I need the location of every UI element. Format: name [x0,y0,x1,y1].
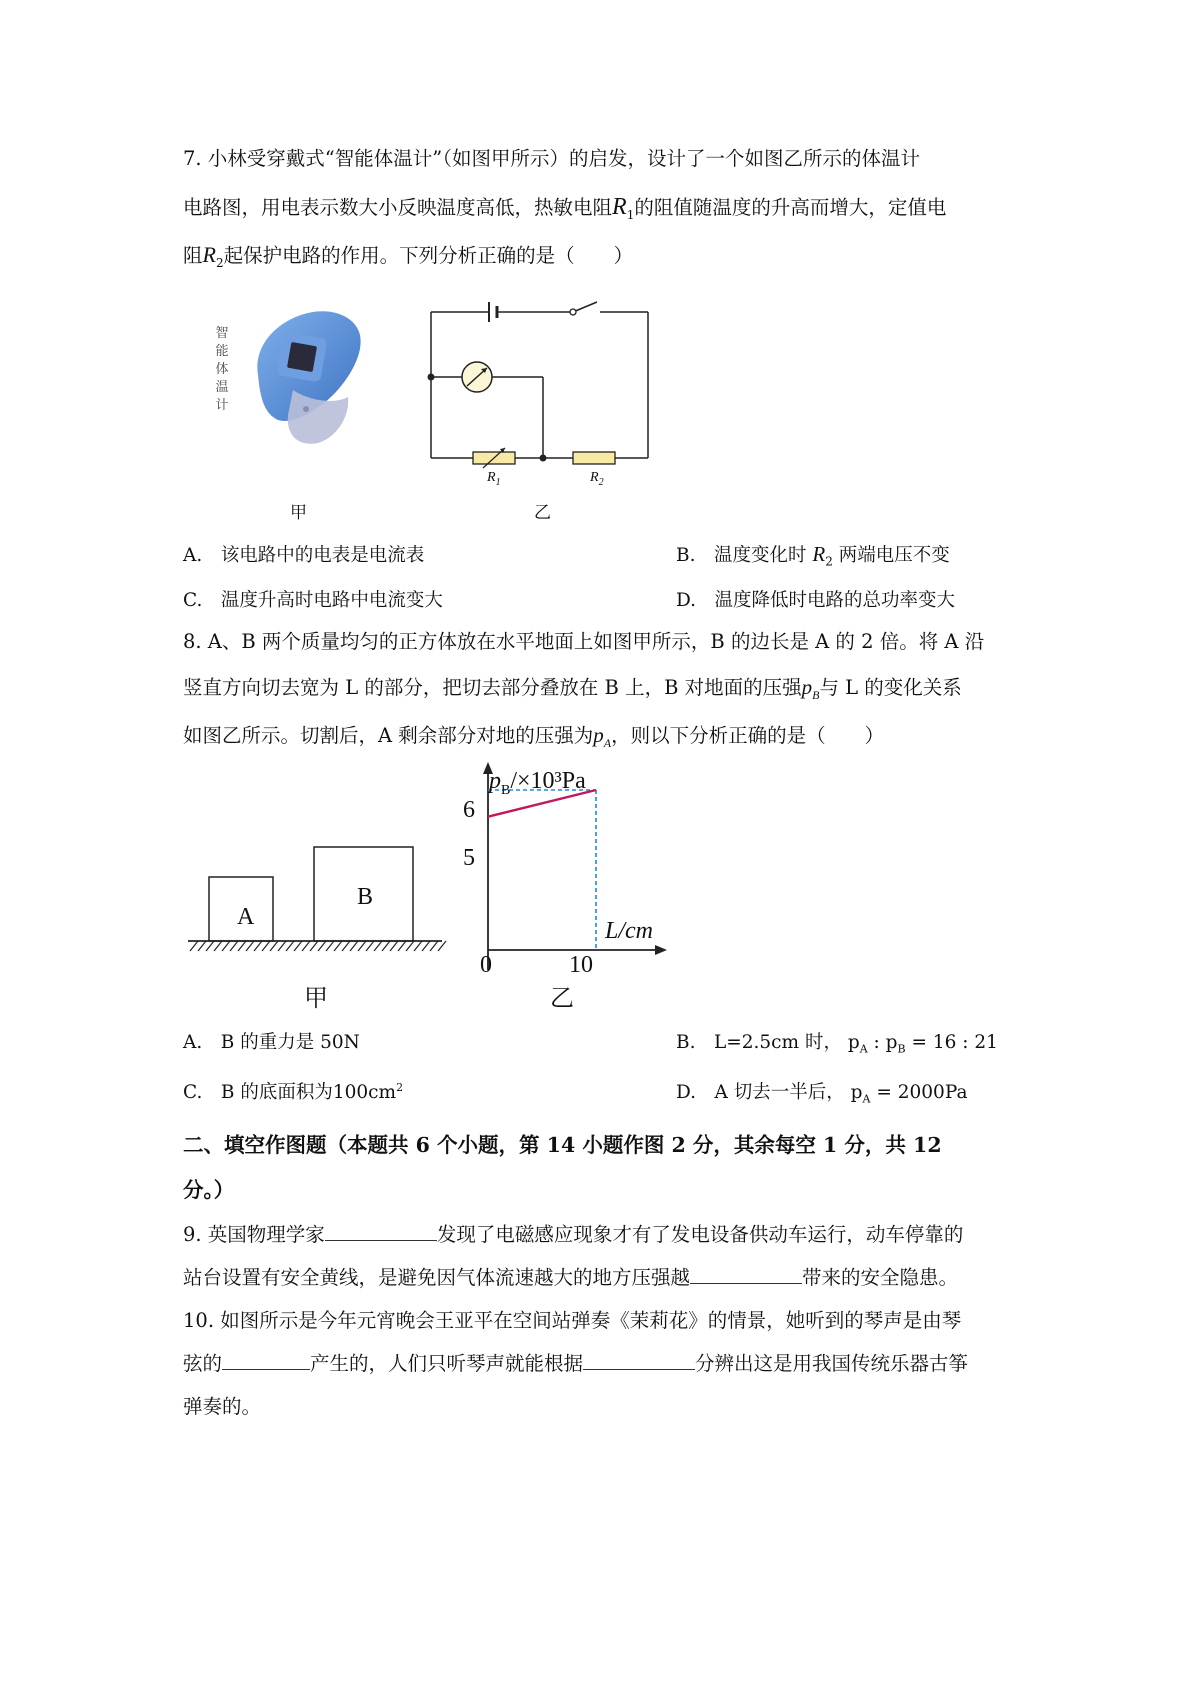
ground-hatch-line [214,941,222,951]
q8-line-3: 如图乙所示。切割后，A 剩余部分对地的压强为$p_A$，则以下分析正确的是（ ） [183,723,885,750]
ground-hatch-line [350,941,358,951]
q9-line-1: 9. 英国物理学家 发现了电磁感应现象才有了发电设备供动车运行，动车停靠的 [183,1223,964,1246]
q10-line-3: 弹奏的。 [183,1395,262,1418]
fig-yi-label-q7: 乙 [534,503,551,523]
ground-hatch-line [302,941,310,951]
q8-option-c[interactable]: C. B 的底面积为$100cm^2$ [183,1080,404,1103]
q7-option-b[interactable]: B. 温度变化时 $R_2$ 两端电压不变 [676,542,950,569]
ground-hatch-line [326,941,334,951]
ground-hatch-line [366,941,374,951]
x-axis-arrow [655,945,667,955]
ground-hatch-line [254,941,262,951]
q7-line-2-text-a: 电路图，用电表示数大小反映温度高低，热敏电阻 [183,196,613,219]
chart-origin-label: 0 [480,952,492,978]
q7-line-3-text-a: 阻 [183,244,203,267]
q7-line-1: 7. 小林受穿戴式“智能体温计”（如图甲所示）的启发，设计了一个如图乙所示的体温计 [183,147,920,170]
ground-hatch-line [390,941,398,951]
section-2-heading-line-2: 分。） [183,1178,235,1202]
r2-subscript: 2 [215,255,224,270]
ground-hatch-line [342,941,350,951]
ground-hatch-line [262,941,270,951]
ground-hatch-line [270,941,278,951]
q7-option-d[interactable]: D. 温度降低时电路的总功率变大 [676,590,956,611]
ground-hatch-line [438,941,446,951]
q7-option-c[interactable]: C. 温度升高时电路中电流变大 [183,590,443,611]
q9-blank-1[interactable] [325,1222,437,1241]
q10-blank-2[interactable] [583,1351,695,1370]
q8-option-b[interactable]: B. L=2.5cm 时， $p_A$ : $p_B = 16$ : 21 [676,1032,998,1056]
r1-symbol: R [612,194,627,220]
r2-label: $R_2$ [590,470,604,488]
fig-jia-label-q8: 甲 [304,984,328,1012]
ground-hatch-line [246,941,254,951]
q10-blank-1[interactable] [222,1351,310,1370]
q9-line-2: 站台设置有安全黄线，是避免因气体流速越大的地方压强越 带来的安全隐患。 [183,1266,959,1289]
q7-line-2-text-b: 的阻值随温度的升高而增大，定值电 [634,196,947,219]
chart-x-label: L/cm [605,918,653,944]
q10-line-2: 弦的 产生的，人们只听琴声就能根据 分辨出这是用我国传统乐器古筝 [183,1352,969,1375]
ground-hatch-line [206,941,214,951]
q9-blank-2[interactable] [690,1265,802,1284]
circuit-diagram [425,298,655,498]
q7-line-3-text-b: 起保护电路的作用。下列分析正确的是（ ） [223,244,634,267]
ground-hatch-line [198,941,206,951]
ground-hatch-line [334,941,342,951]
chart-y-tick-6: 6 [463,797,475,823]
pa-symbol: p [593,723,604,747]
ground-hatch-line [318,941,326,951]
block-a-label: A [237,904,255,930]
fig-yi-label-q8: 乙 [550,984,574,1012]
q8-option-d[interactable]: D. A 切去一半后， $p_A = 2000Pa$ [676,1082,968,1106]
pb-symbol: p [801,675,813,699]
ground-hatch-line [406,941,414,951]
ground-hatch-line [286,941,294,951]
ground-hatch-line [430,941,438,951]
q8-line-1: 8. A、B 两个质量均匀的正方体放在水平地面上如图甲所示，B 的边长是 A 的 2 倍。将 A 沿 [183,630,985,653]
smart-thermometer-image [238,305,368,450]
q7-line-2 [183,193,946,229]
ground-hatch-line [374,941,382,951]
ground-hatch-line [414,941,422,951]
ground-hatch-line [238,941,246,951]
ground-hatch-line [422,941,430,951]
q7-line-3 [183,241,633,277]
q10-line-1: 10. 如图所示是今年元宵晚会王亚平在空间站弹奏《茉莉花》的情景，她听到的琴声是由琴 [183,1309,962,1332]
ground-hatch-line [222,941,230,951]
ground-hatch-line [382,941,390,951]
ground-hatch-line [278,941,286,951]
ground-hatch-line [358,941,366,951]
fig-jia-label-q7: 甲 [290,503,307,523]
ground-hatch-line [190,941,198,951]
blocks-diagram [180,835,450,960]
r1-label: $R_1$ [487,470,501,488]
device-caption: 智能体温计 [215,326,229,413]
q7-option-a[interactable]: A. 该电路中的电表是电流表 [183,545,425,566]
r2-symbol: R [202,242,216,267]
chart-y-tick-5: 5 [463,845,475,871]
r2-resistor [573,452,615,464]
chart-x-tick-10: 10 [569,952,593,978]
ground-hatch-line [230,941,238,951]
ground-hatch-line [310,941,318,951]
section-2-heading-line-1: 二、填空作图题（本题共 6 个小题，第 14 小题作图 2 分，其余每空 1 分，共 12 [183,1133,942,1157]
ground-hatch-line [398,941,406,951]
chart-y-label: $p_B/\times 10^3Pa$ [489,768,586,798]
r1-subscript: 1 [626,207,635,222]
q8-line-2: 竖直方向切去宽为 L 的部分，把切去部分叠放在 B 上，B 对地面的压强$p_B$与 L 的变化关系 [183,675,962,702]
q8-option-a[interactable]: A. B 的重力是 50N [183,1032,360,1053]
block-b-label: B [357,884,374,910]
ground-hatch-line [294,941,302,951]
